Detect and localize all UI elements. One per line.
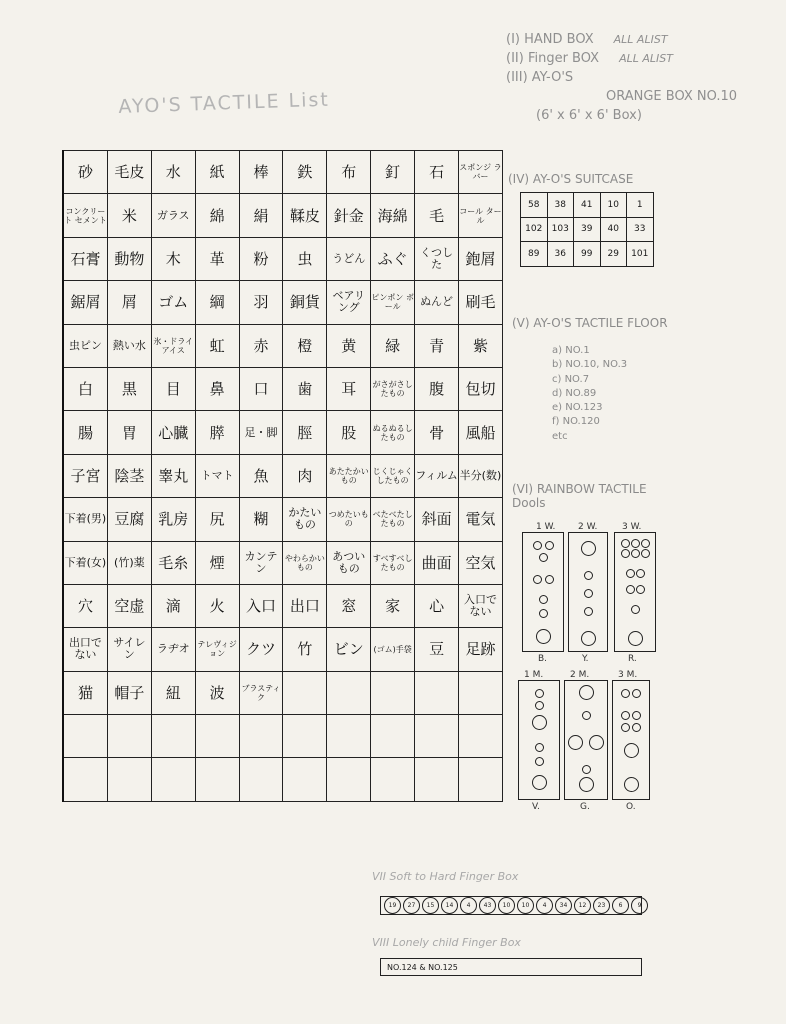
grid-cell: 屑 [107,281,151,324]
dot-mark [535,757,544,766]
grid-cell: 斜面 [415,498,459,541]
grid-cell: 陰茎 [107,454,151,497]
dot-mark [626,585,635,594]
dool-box [518,680,560,800]
dot-mark [632,711,641,720]
soft-to-hard-item: 10 [517,897,534,914]
grid-cell [239,715,283,758]
dot-mark [568,735,583,750]
grid-cell: スポンジ ラバー [459,151,503,194]
grid-cell: 鞣皮 [283,194,327,237]
grid-cell: 鼻 [195,367,239,410]
grid-cell: 豆腐 [107,498,151,541]
grid-cell: べたべたしたもの [371,498,415,541]
grid-cell: サイレン [107,628,151,671]
grid-cell: 波 [195,671,239,714]
grid-cell: ピンポン ボール [371,281,415,324]
soft-to-hard-item: 6 [612,897,629,914]
dot-mark [579,685,594,700]
dot-mark [532,715,547,730]
grid-cell [327,758,371,801]
box-list-item: (III) AY-O'S [506,70,574,85]
grid-cell: 穴 [63,584,107,627]
grid-cell: 入口 [239,584,283,627]
floor-item: c) NO.7 [552,373,590,385]
page-title: AYO'S TACTILE List [118,88,331,118]
grid-cell: 石 [415,151,459,194]
floor-label: (V) AY-O'S TACTILE FLOOR [512,316,668,330]
floor-item: e) NO.123 [552,402,603,414]
grid-cell [459,758,503,801]
grid-cell: 布 [327,151,371,194]
grid-cell: ふぐ [371,237,415,280]
soft-to-hard-item: 4 [536,897,553,914]
suitcase-cell: 41 [574,193,601,218]
grid-row [63,411,502,454]
grid-cell: 心 [415,584,459,627]
grid-cell: 空虚 [107,584,151,627]
grid-row [63,281,502,324]
grid-cell: 胃 [107,411,151,454]
grid-row [63,194,502,237]
dot-mark [621,711,630,720]
grid-cell: 熱い水 [107,324,151,367]
grid-cell: 膵 [195,411,239,454]
grid-cell: 睾丸 [151,454,195,497]
soft-to-hard-item: 15 [422,897,439,914]
grid-cell: 口 [239,367,283,410]
grid-cell: 毛 [415,194,459,237]
grid-row [63,758,502,801]
grid-cell: 目 [151,367,195,410]
grid-cell [239,758,283,801]
soft-to-hard-item: 12 [574,897,591,914]
grid-cell [283,758,327,801]
grid-cell [151,758,195,801]
dot-mark [636,585,645,594]
floor-item: a) NO.1 [552,345,590,356]
grid-cell: 魚 [239,454,283,497]
dool-foot: B. [538,654,548,664]
dool-box [612,680,650,800]
dot-mark [631,549,640,558]
grid-cell: 股 [327,411,371,454]
dool-box [522,532,564,652]
grid-cell: 刷毛 [459,281,503,324]
grid-cell: 針金 [327,194,371,237]
grid-cell [459,715,503,758]
grid-cell [371,758,415,801]
grid-cell: ガラス [151,194,195,237]
grid-cell: 鉄 [283,151,327,194]
grid-cell: 骨 [415,411,459,454]
grid-cell: 虫ピン [63,324,107,367]
grid-cell [371,715,415,758]
grid-row [63,367,502,410]
dot-mark [631,605,640,614]
dot-mark [539,609,548,618]
grid-cell: 下着(女) [63,541,107,584]
dot-mark [641,549,650,558]
grid-cell: かたいもの [283,498,327,541]
dot-mark [621,723,630,732]
soft-to-hard-item: 4 [460,897,477,914]
grid-cell: 棒 [239,151,283,194]
grid-cell: がさがさしたもの [371,367,415,410]
grid-cell [107,758,151,801]
grid-cell: ベアリング [327,281,371,324]
dool-head: 1 M. [524,670,544,680]
soft-to-hard-item: 23 [593,897,610,914]
grid-cell: 緑 [371,324,415,367]
lonely-child-label: VIII Lonely child Finger Box [372,936,521,949]
dot-mark [533,541,542,550]
suitcase-label: (IV) AY-O'S SUITCASE [508,172,634,186]
grid-cell: ブラスティク [239,671,283,714]
grid-cell: 豆 [415,628,459,671]
dot-mark [545,575,554,584]
grid-cell: 米 [107,194,151,237]
grid-cell: くつした [415,237,459,280]
dool-head: 3 M. [618,670,638,680]
grid-row [63,671,502,714]
grid-cell: 黄 [327,324,371,367]
grid-cell [195,758,239,801]
grid-cell: 煙 [195,541,239,584]
grid-row [63,324,502,367]
suitcase-cell: 103 [547,217,574,242]
grid-cell: 砂 [63,151,107,194]
grid-cell: 窓 [327,584,371,627]
suitcase-cell: 1 [627,193,654,218]
grid-cell: 絹 [239,194,283,237]
grid-cell: 帽子 [107,671,151,714]
grid-cell: すべすべしたもの [371,541,415,584]
suitcase-cell: 89 [521,242,548,267]
grid-cell: 出口でない [63,628,107,671]
grid-cell: ぬるぬるしたもの [371,411,415,454]
grid-cell: コール タール [459,194,503,237]
grid-cell: 家 [371,584,415,627]
grid-cell: 虹 [195,324,239,367]
box-list-item: (II) Finger BOX ALL ALIST [506,51,673,66]
grid-row [63,151,502,194]
dot-mark [539,553,548,562]
suitcase-cell: 58 [521,193,548,218]
grid-row [63,628,502,671]
grid-cell: 足跡 [459,628,503,671]
grid-cell: 電気 [459,498,503,541]
grid-cell: つめたいもの [327,498,371,541]
grid-cell: うどん [327,237,371,280]
grid-cell: 革 [195,237,239,280]
dool-head: 1 W. [536,522,556,532]
grid-cell: 釘 [371,151,415,194]
grid-cell: 鋸屑 [63,281,107,324]
grid-cell: ぬんど [415,281,459,324]
grid-cell [371,671,415,714]
grid-cell: 紫 [459,324,503,367]
dot-mark [584,607,593,616]
floor-item: d) NO.89 [552,387,597,399]
grid-cell: やわらかいもの [283,541,327,584]
box-list-item: ORANGE BOX NO.10 [606,89,738,104]
dot-mark [628,631,643,646]
dot-mark [535,743,544,752]
grid-cell: 虫 [283,237,327,280]
floor-list [552,344,627,444]
grid-cell: 入口でない [459,584,503,627]
grid-cell: 赤 [239,324,283,367]
grid-cell: 紙 [195,151,239,194]
tactile-grid [62,150,503,802]
grid-cell: 粉 [239,237,283,280]
grid-cell: 腸 [63,411,107,454]
grid-cell: 下着(男) [63,498,107,541]
floor-item: etc [552,430,568,442]
dool-head: 2 W. [578,522,598,532]
grid-cell [415,671,459,714]
dool-foot: G. [580,802,590,812]
grid-row [63,498,502,541]
grid-cell [327,671,371,714]
grid-cell: ビン [327,628,371,671]
soft-to-hard-item: 9 [631,897,648,914]
grid-cell: 石膏 [63,237,107,280]
grid-cell [63,758,107,801]
grid-cell: 白 [63,367,107,410]
grid-cell: 乳房 [151,498,195,541]
dot-mark [532,775,547,790]
grid-cell: (ゴム)手袋 [371,628,415,671]
dool-foot: Y. [582,654,589,664]
dot-mark [533,575,542,584]
suitcase-table-wrap [520,192,654,267]
grid-cell [151,715,195,758]
dot-mark [636,569,645,578]
grid-cell: 尻 [195,498,239,541]
suitcase-cell: 40 [600,217,627,242]
grid-cell: カンテン [239,541,283,584]
grid-cell: 綿 [195,194,239,237]
grid-cell: 半分(数) [459,454,503,497]
dot-mark [545,541,554,550]
grid-cell: 海綿 [371,194,415,237]
suitcase-cell: 29 [600,242,627,267]
dool-box [564,680,608,800]
dot-mark [535,701,544,710]
dool-foot: O. [626,802,636,812]
box-list-item: (6' x 6' x 6' Box) [536,108,642,123]
dot-mark [536,629,551,644]
dool-box [568,532,608,652]
grid-cell: コンクリート セメント [63,194,107,237]
grid-cell: 糊 [239,498,283,541]
floor-item: b) NO.10, NO.3 [552,359,628,371]
grid-cell: 水 [151,151,195,194]
grid-cell: ラヂオ [151,628,195,671]
grid-row [63,715,502,758]
grid-cell: 銅貨 [283,281,327,324]
dot-mark [582,711,591,720]
suitcase-cell: 38 [547,193,574,218]
lonely-child-strip: NO.124 & NO.125 [380,958,642,976]
grid-row [63,584,502,627]
grid-cell: じくじゃくしたもの [371,454,415,497]
grid-cell: 曲面 [415,541,459,584]
grid-cell: 黒 [107,367,151,410]
grid-cell [327,715,371,758]
grid-cell: 羽 [239,281,283,324]
grid-cell: 橙 [283,324,327,367]
suitcase-cell: 36 [547,242,574,267]
dot-mark [581,631,596,646]
dot-mark [631,539,640,548]
grid-cell: 火 [195,584,239,627]
grid-cell: テレヴィジョン [195,628,239,671]
soft-to-hard-item: 19 [384,897,401,914]
grid-cell: あたたかいもの [327,454,371,497]
grid-cell [283,671,327,714]
grid-cell [415,715,459,758]
grid-cell: 歯 [283,367,327,410]
box-list-item: (I) HAND BOX ALL ALIST [506,32,668,47]
suitcase-cell: 10 [600,193,627,218]
grid-cell [415,758,459,801]
rainbow-label: (VI) RAINBOW TACTILE Dools [512,482,647,510]
grid-cell: 鉋屑 [459,237,503,280]
grid-cell: 綱 [195,281,239,324]
grid-cell [283,715,327,758]
grid-cell: 耳 [327,367,371,410]
dool-head: 3 W. [622,522,642,532]
grid-cell: 紐 [151,671,195,714]
grid-cell: 竹 [283,628,327,671]
dot-mark [589,735,604,750]
grid-cell [195,715,239,758]
grid-cell: 木 [151,237,195,280]
box-list [506,30,778,125]
grid-cell: 脛 [283,411,327,454]
grid-cell: あついもの [327,541,371,584]
dot-mark [584,571,593,580]
dot-mark [621,549,630,558]
dot-mark [624,777,639,792]
dot-mark [535,689,544,698]
suitcase-cell: 33 [627,217,654,242]
grid-cell: (竹)薬 [107,541,151,584]
suitcase-row [521,217,654,242]
dot-mark [539,595,548,604]
grid-cell: トマト [195,454,239,497]
grid-cell: 空気 [459,541,503,584]
dot-mark [579,777,594,792]
suitcase-table [520,192,654,267]
tactile-table [62,150,503,802]
suitcase-cell: 101 [627,242,654,267]
grid-cell: 風船 [459,411,503,454]
suitcase-row [521,193,654,218]
grid-cell: 子宮 [63,454,107,497]
grid-row [63,454,502,497]
soft-to-hard-item: 43 [479,897,496,914]
dot-mark [584,589,593,598]
dot-mark [624,743,639,758]
grid-cell: 肉 [283,454,327,497]
grid-cell: 腹 [415,367,459,410]
dot-mark [641,539,650,548]
floor-item: f) NO.120 [552,416,600,428]
grid-row [63,541,502,584]
soft-to-hard-item: 14 [441,897,458,914]
suitcase-cell: 99 [574,242,601,267]
suitcase-cell: 39 [574,217,601,242]
grid-cell: 毛糸 [151,541,195,584]
dot-mark [582,765,591,774]
soft-to-hard-label: VII Soft to Hard Finger Box [372,870,519,883]
dot-mark [626,569,635,578]
dot-mark [621,539,630,548]
grid-cell: フィルム [415,454,459,497]
dool-foot: R. [628,654,637,664]
grid-cell: 滴 [151,584,195,627]
grid-row [63,237,502,280]
soft-to-hard-item: 10 [498,897,515,914]
suitcase-row [521,242,654,267]
dot-mark [632,689,641,698]
dot-mark [632,723,641,732]
dool-foot: V. [532,802,540,812]
grid-cell: 毛皮 [107,151,151,194]
suitcase-cell: 102 [521,217,548,242]
grid-cell [107,715,151,758]
soft-to-hard-item: 27 [403,897,420,914]
grid-cell: クツ [239,628,283,671]
grid-cell: 出口 [283,584,327,627]
grid-cell: 足・脚 [239,411,283,454]
soft-to-hard-strip [380,896,642,915]
grid-cell: 青 [415,324,459,367]
soft-to-hard-item: 34 [555,897,572,914]
dool-box [614,532,656,652]
dot-mark [581,541,596,556]
dot-mark [621,689,630,698]
grid-cell: 包切 [459,367,503,410]
grid-cell: ゴム [151,281,195,324]
grid-cell: 心臓 [151,411,195,454]
grid-cell: 氷・ドライアイス [151,324,195,367]
grid-cell: 動物 [107,237,151,280]
grid-cell: 猫 [63,671,107,714]
grid-cell [459,671,503,714]
dool-head: 2 M. [570,670,590,680]
grid-cell [63,715,107,758]
